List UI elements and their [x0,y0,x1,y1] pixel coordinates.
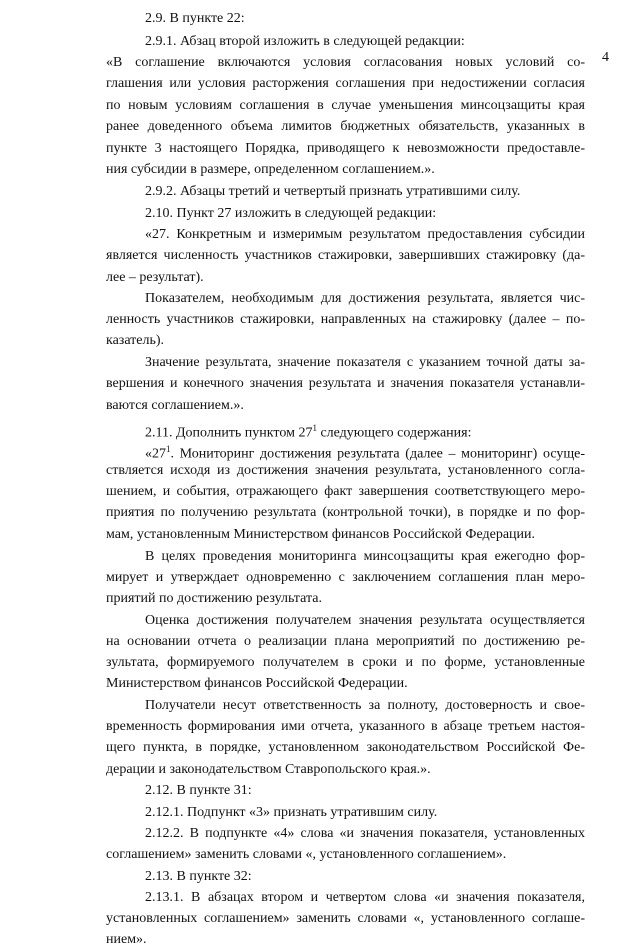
superscript: 1 [166,444,171,454]
text-line [106,846,506,864]
line-text: установленных соглашением» заменить словами «, установленного соглаше- [106,911,585,926]
line-text: 2.12.2. В подпункте «4» слова «и значения показателя, установленных [145,826,585,841]
line-text: 2.9. В пункте 22: [145,11,245,26]
line-text: «В соглашение включаются условия согласования новых условий со- [106,55,585,70]
text-line [106,931,147,949]
text-line [145,825,585,843]
text-line [106,483,585,501]
line-text: на основании отчета о реализации плана мероприятий по достижению ре- [106,634,585,649]
text-line [145,612,585,630]
line-text: 2.10. Пункт 27 изложить в следующей редакции: [145,206,437,221]
text-line [106,375,585,393]
text-line [106,269,204,287]
line-text: 2.12. В пункте 31: [145,783,252,798]
text-line [145,205,436,223]
line-text: 2.11. Дополнить пунктом 27 [145,425,313,441]
line-text: Получатели несут ответственность за полноту, достоверность и свое- [145,698,585,713]
line-text: Министерством финансов Российской Федерации. [106,676,408,691]
line-text: 2.13.1. В абзацах втором и четвертом слова «и значения показателя, [145,890,585,905]
text-line [106,526,535,544]
line-text: мирует и утверждает одновременно с заключением соглашения план меро- [106,570,585,585]
line-text: глашения или условия расторжения соглашения при недостижении согласия [106,76,585,91]
line-text-after: . Мониторинг достижения результата (далее – мониторинг) осуще- [170,446,585,462]
line-text: соглашением» заменить словами «, установленного соглашением». [106,847,507,862]
text-line [106,910,585,928]
line-text: 2.9.1. Абзац второй изложить в следующей редакции: [145,34,465,49]
text-line [106,462,585,480]
text-line [145,868,252,886]
text-line [145,804,437,822]
text-line [145,290,585,308]
line-text: приятия по получению результата (контрольной точки), в порядке и по фор- [106,505,585,520]
text-line [106,247,585,265]
superscript: 1 [312,423,317,433]
text-line [106,718,585,736]
line-text: мам, установленным Министерством финансов Российской Федерации. [106,527,536,542]
line-text: «27. Конкретным и измеримым результатом предоставления субсидии [145,227,585,242]
line-text: временность формирования ими отчета, указанного в абзаце третьем настоя- [106,719,585,734]
text-line [106,675,408,693]
line-text: вершения и конечного значения результата и значения показателя устанавли- [106,376,585,391]
line-text: по новым условиям соглашения в случае уменьшения минсоцзащиты края [106,98,585,113]
text-line [106,739,585,757]
line-text: пункте 3 настоящего Порядка, приводящего к невозможности предоставле- [106,141,585,156]
line-text-after: следующего содержания: [316,425,472,441]
text-line [145,354,585,372]
text-line [145,889,585,907]
text-line [106,569,585,587]
text-line [106,590,322,608]
text-line [106,118,585,136]
text-line [106,54,585,72]
line-text: 2.13. В пункте 32: [145,869,252,884]
line-text: зультата, формируемого получателем в сроки и по форме, установленные [106,655,585,670]
line-text: является численность участников стажировки, завершивших стажировку (да- [106,248,585,263]
page-number: 4 [602,50,609,65]
text-line [106,140,585,158]
text-line [106,504,585,522]
text-line [106,654,585,672]
line-text: ленность участников стажировки, направленных на стажировку (далее – по- [106,312,585,327]
line-text: шением, и события, отражающего факт завершения соответствующего меро- [106,484,585,499]
line-text: Показателем, необходимым для достижения результата, является чис- [145,291,585,306]
line-text: ствляется исходя из достижения значения результата, установленного согла- [106,463,585,478]
text-line [145,548,585,566]
text-line [106,75,585,93]
line-text: «27 [145,446,166,462]
line-text: приятий по достижению результата. [106,591,322,606]
line-text: Значение результата, значение показателя с указанием точной даты за- [145,355,585,370]
text-line [106,161,435,179]
text-line [145,10,245,28]
text-line [106,311,585,329]
text-line [106,761,431,779]
text-line [145,183,520,201]
text-line [106,332,164,350]
text-line [145,226,585,244]
line-text: ния субсидии в размере, определенном соглашением.». [106,162,435,177]
text-line [145,782,252,800]
text-line [106,633,585,651]
text-line [145,697,585,715]
line-text: 2.9.2. Абзацы третий и четвертый признать утратившими силу. [145,184,521,199]
line-text: дерации и законодательством Ставропольского края.». [106,762,431,777]
line-text: щего пункта, в порядке, установленном законодательством Российской Фе- [106,740,585,755]
line-text: ваются соглашением.». [106,398,244,413]
text-line [106,97,585,115]
text-line [145,440,585,464]
line-text: 2.12.1. Подпункт «3» признать утратившим силу. [145,805,438,820]
line-text: ранее доведенного объема лимитов бюджетных обязательств, указанных в [106,119,585,134]
line-text: казатель). [106,333,165,348]
line-text: нием». [106,932,147,947]
line-text: В целях проведения мониторинга минсоцзащиты края ежегодно фор- [145,549,585,564]
text-line [106,397,244,415]
line-text: Оценка достижения получателем значения результата осуществляется [145,613,585,628]
text-line [145,33,465,51]
line-text: лее – результат). [106,270,204,285]
